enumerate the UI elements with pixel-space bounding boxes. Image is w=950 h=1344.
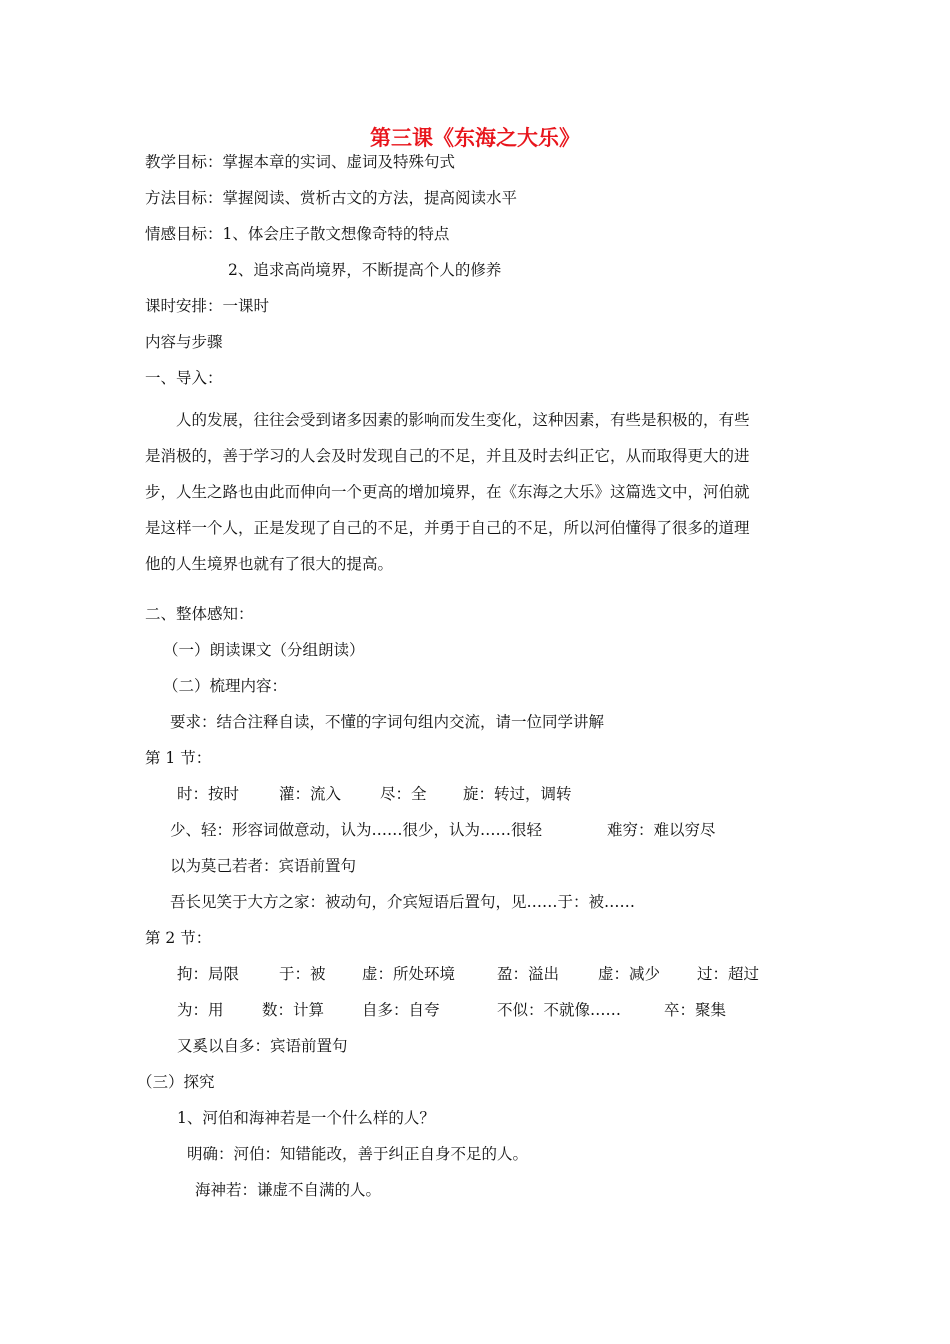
sort-content-subheading: （二）梳理内容： [163,677,288,695]
intro-paragraph-line: 步，人生之路也由此而伸向一个更高的增加境界，在《东海之大乐》这篇选文中，河伯就 [145,483,750,501]
emotion-objective-1: 情感目标：1、体会庄子散文想像奇特的特点 [145,225,450,243]
part1-line4: 吾长见笑于大方之家：被动句，介宾短语后置句，见……于：被…… [170,893,636,911]
requirement-line: 要求：结合注释自读，不懂的字词句组内交流，请一位同学讲解 [170,713,605,731]
intro-paragraph [145,402,805,582]
intro-paragraph-line: 他的人生境界也就有了很大的提高。 [145,555,394,573]
part1-line2-b: 难穷：难以穷尽 [607,821,716,839]
vocab-item: 拘：局限 [177,965,240,983]
vocab-item: 于：被 [279,965,326,983]
content-steps-heading: 内容与步骤 [145,333,223,351]
teaching-objective: 教学目标：掌握本章的实词、虚词及特殊句式 [145,153,456,171]
question-1: 1、河伯和海神若是一个什么样的人？ [177,1109,435,1127]
intro-paragraph-line: 人的发展，往往会受到诸多因素的影响而发生变化，这种因素，有些是积极的，有些 [176,411,750,429]
vocab-item: 过：超过 [697,965,760,983]
overall-heading: 二、整体感知： [145,605,254,623]
part1-heading: 第 1 节： [145,749,212,767]
vocab-item: 自多：自夸 [362,1001,440,1019]
answer-hebo: 明确：河伯：知错能改，善于纠正自身不足的人。 [187,1145,529,1163]
vocab-item: 盈：溢出 [497,965,560,983]
vocab-item: 不似：不就像…… [497,1001,622,1019]
intro-paragraph-line: 是消极的，善于学习的人会及时发现自己的不足，并且及时去纠正它，从而取得更大的进 [145,447,750,465]
lesson-title: 第三课《东海之大乐》 [370,125,580,150]
vocab-item: 数：计算 [262,1001,325,1019]
vocab-item: 虚：所处环境 [362,965,456,983]
part1-line2-a: 少、轻：形容词做意动，认为……很少，认为……很轻 [170,821,543,839]
schedule-line: 课时安排：一课时 [145,297,270,315]
vocab-item: 尽：全 [380,785,427,803]
vocab-item: 虚：减少 [598,965,661,983]
vocab-item: 为：用 [177,1001,224,1019]
answer-haishen: 海神若：谦虚不自满的人。 [195,1181,382,1199]
intro-heading: 一、导入： [145,369,223,387]
part2-heading: 第 2 节： [145,929,212,947]
vocab-item: 旋：转过，调转 [463,785,572,803]
vocab-item: 灌：流入 [279,785,342,803]
method-objective: 方法目标：掌握阅读、赏析古文的方法，提高阅读水平 [145,189,518,207]
vocab-item: 卒：聚集 [664,1001,727,1019]
intro-paragraph-line: 是这样一个人，正是发现了自己的不足，并勇于自己的不足，所以河伯懂得了很多的道理 [145,519,750,537]
explore-heading: （三）探究 [137,1073,215,1091]
part1-line3: 以为莫己若者：宾语前置句 [170,857,357,875]
vocab-item: 时：按时 [177,785,240,803]
part2-line3: 又奚以自多：宾语前置句 [177,1037,348,1055]
read-aloud-subheading: （一）朗读课文（分组朗读） [163,641,365,659]
emotion-objective-2: 2、追求高尚境界，不断提高个人的修养 [228,261,502,279]
